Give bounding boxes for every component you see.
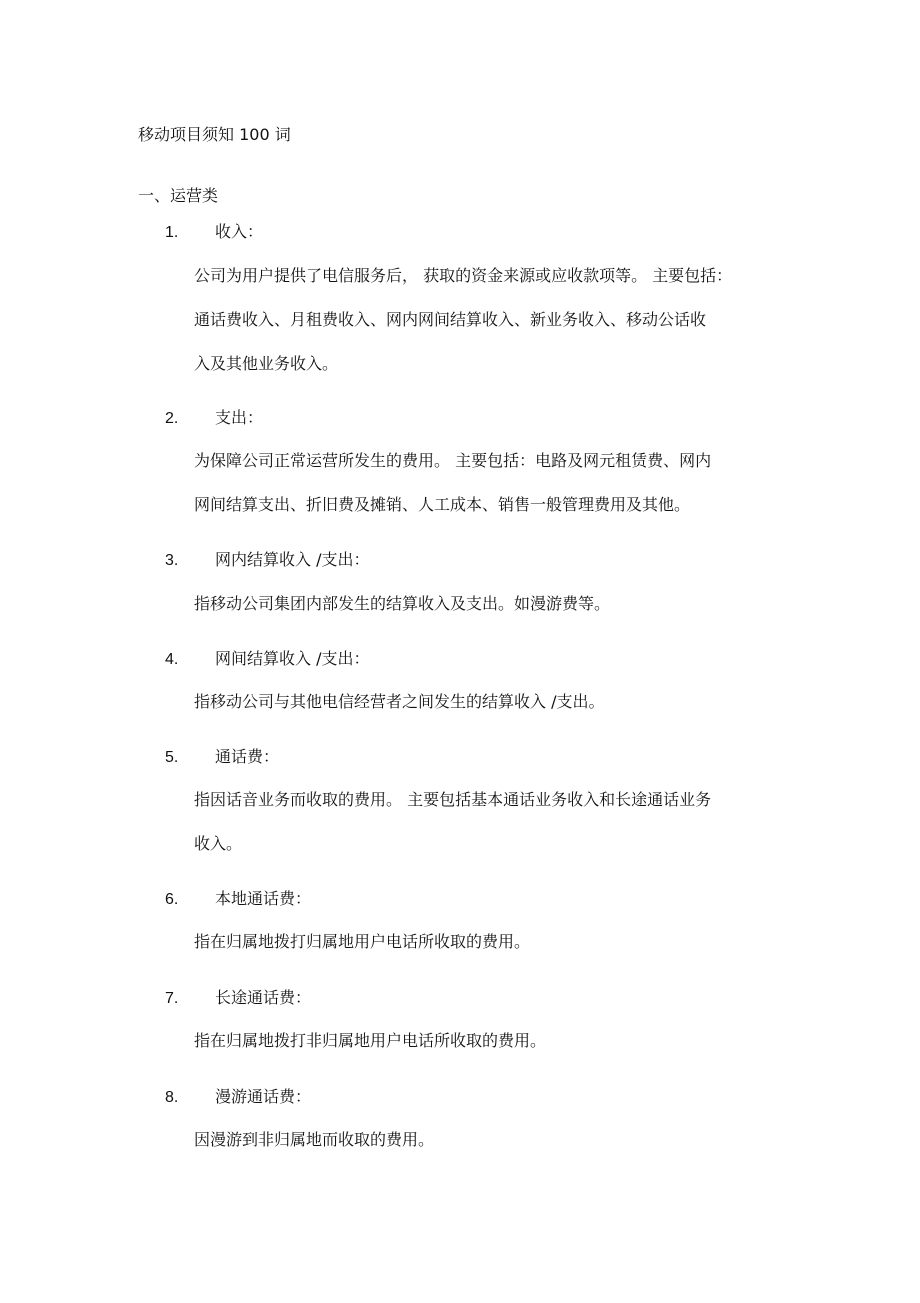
item-heading-3 bbox=[165, 549, 369, 572]
description-line: 指因话音业务而收取的费用。 主要包括基本通话业务收入和长途通话业务 bbox=[194, 790, 712, 809]
item-label: 网间结算收入 /支出： bbox=[215, 649, 370, 668]
description-line: 收入。 bbox=[194, 834, 243, 853]
item-number: 7. bbox=[165, 990, 179, 1007]
description-line: 指移动公司与其他电信经营者之间发生的结算收入 /支出。 bbox=[194, 692, 605, 711]
item-description-2 bbox=[194, 439, 794, 527]
item-heading-2 bbox=[165, 407, 263, 430]
item-number: 8. bbox=[165, 1089, 179, 1106]
item-label: 支出： bbox=[215, 408, 264, 427]
description-line: 网间结算支出、折旧费及摊销、人工成本、销售一般管理费用及其他。 bbox=[194, 495, 691, 514]
description-line: 指在归属地拨打归属地用户电话所收取的费用。 bbox=[194, 932, 531, 951]
item-label: 本地通话费： bbox=[215, 889, 312, 908]
item-number: 3. bbox=[165, 552, 179, 569]
item-number: 6. bbox=[165, 891, 179, 908]
item-heading-1 bbox=[165, 221, 263, 244]
item-description-6 bbox=[194, 920, 794, 964]
item-label: 网内结算收入 /支出： bbox=[215, 550, 370, 569]
item-description-4 bbox=[194, 680, 794, 724]
description-line: 因漫游到非归属地而收取的费用。 bbox=[194, 1130, 435, 1149]
item-label: 漫游通话费： bbox=[215, 1087, 312, 1106]
description-line: 公司为用户提供了电信服务后， 获取的资金来源或应收款项等。 主要包括： bbox=[194, 266, 733, 285]
item-number: 2. bbox=[165, 410, 179, 427]
description-line: 入及其他业务收入。 bbox=[194, 354, 339, 373]
item-description-1 bbox=[194, 254, 794, 386]
document-title: 移动项目须知 100 词 bbox=[138, 125, 291, 144]
item-number: 5. bbox=[165, 749, 179, 766]
description-line: 指移动公司集团内部发生的结算收入及支出。如漫游费等。 bbox=[194, 594, 611, 613]
item-label: 收入： bbox=[215, 222, 264, 241]
description-line: 通话费收入、月租费收入、网内网间结算收入、新业务收入、移动公话收 bbox=[194, 310, 707, 329]
item-description-3 bbox=[194, 582, 794, 626]
item-heading-5 bbox=[165, 746, 279, 769]
item-heading-6 bbox=[165, 888, 311, 911]
description-line: 为保障公司正常运营所发生的费用。 主要包括：电路及网元租赁费、网内 bbox=[194, 451, 712, 470]
item-heading-7 bbox=[165, 987, 311, 1010]
item-description-7 bbox=[194, 1019, 794, 1063]
description-line: 指在归属地拨打非归属地用户电话所收取的费用。 bbox=[194, 1031, 547, 1050]
item-description-5 bbox=[194, 778, 794, 866]
item-heading-4 bbox=[165, 648, 369, 671]
item-heading-8 bbox=[165, 1086, 311, 1109]
item-number: 1. bbox=[165, 224, 179, 241]
item-label: 通话费： bbox=[215, 747, 280, 766]
item-number: 4. bbox=[165, 651, 179, 668]
item-description-8 bbox=[194, 1118, 794, 1162]
item-label: 长途通话费： bbox=[215, 988, 312, 1007]
section-heading: 一、运营类 bbox=[138, 186, 219, 205]
